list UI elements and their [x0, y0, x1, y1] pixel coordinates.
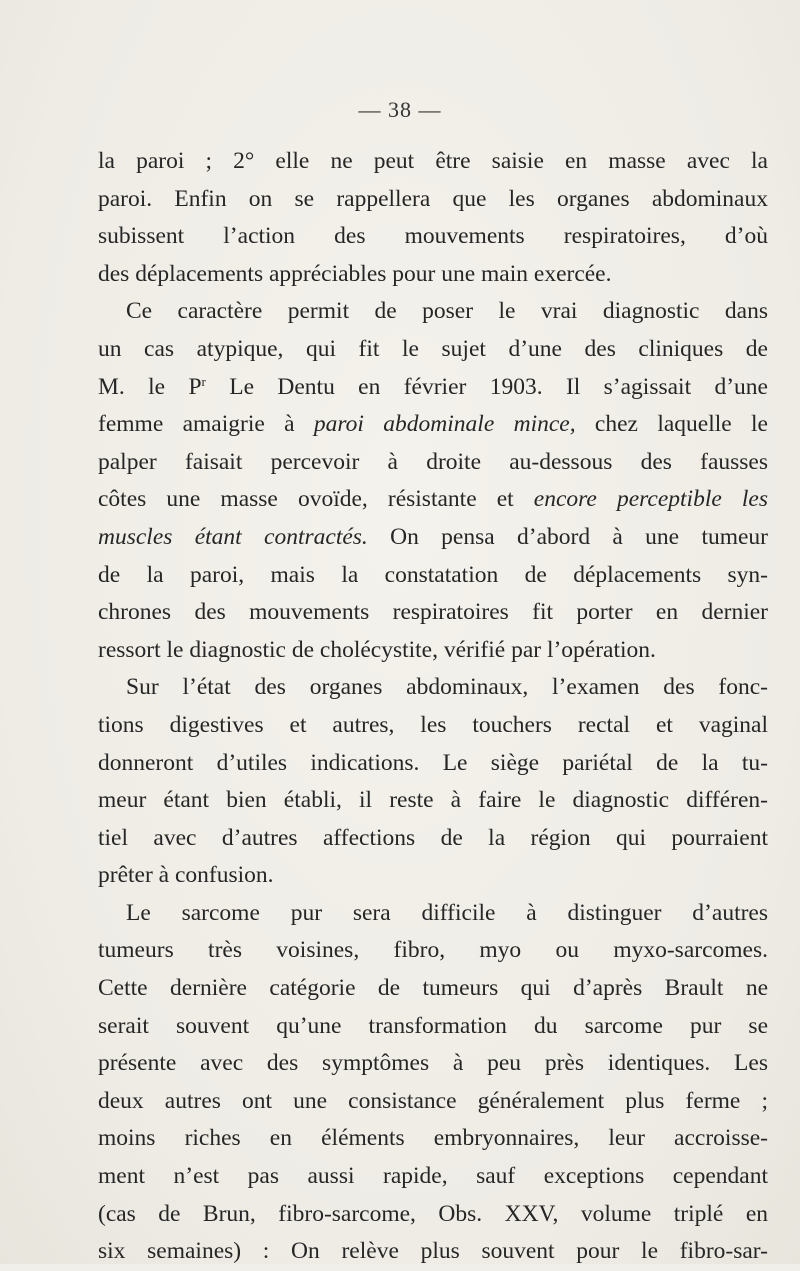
body-text	[98, 143, 768, 1271]
paragraph-start-line: Ce caractère permit de poser le vrai diagnostic dans	[126, 298, 768, 325]
text-run: chez laquelle le	[575, 411, 768, 438]
text-line: meur étant bien établi, il reste à faire le diagnostic différen-	[98, 787, 768, 814]
text-line: tions digestives et autres, les touchers rectal et vaginal	[98, 711, 768, 738]
text-line: la paroi ; 2° elle ne peut être saisie en masse avec la	[98, 148, 768, 174]
text-run: M. le P	[98, 373, 202, 400]
text-line: de la paroi, mais la constatation de déplacements syn-	[98, 561, 768, 588]
text-line: palper faisait percevoir à droite au-dessous des fausses	[98, 448, 768, 475]
italic-run: muscles étant contractés.	[98, 523, 368, 550]
text-line: tiel avec d’autres affections de la région qui pourraient	[98, 824, 768, 851]
text-line: serait souvent qu’une transformation du sarcome pur se	[98, 1012, 768, 1039]
superscript: r	[201, 373, 206, 389]
text-line: prêter à confusion.	[98, 862, 274, 889]
text-line	[98, 369, 768, 407]
italic-run: paroi abdominale mince,	[313, 411, 576, 438]
text-run: côtes une masse ovoïde, résistante et	[98, 486, 534, 513]
text-line: moins riches en éléments embryonnaires, leur accroisse-	[98, 1125, 768, 1152]
paragraph-start-line: Sur l’état des organes abdominaux, l’examen des fonc-	[126, 674, 768, 701]
text-line: ressort le diagnostic de cholécystite, vérifié par l’opération.	[98, 636, 656, 663]
italic-run: encore perceptible les	[533, 486, 768, 513]
text-line: ment n’est pas aussi rapide, sauf exceptions cependant	[98, 1163, 768, 1190]
text-line: six semaines) : On relève plus souvent pour le fibro-sar-	[98, 1238, 768, 1265]
text-run: On pensa d’abord à une tumeur	[367, 523, 769, 550]
text-line: donneront d’utiles indications. Le siège pariétal de la tu-	[98, 749, 768, 776]
text-line	[98, 519, 768, 557]
text-line: présente avec des symptômes à peu près identiques. Les	[98, 1050, 768, 1077]
text-line: tumeurs très voisines, fibro, myo ou myxo-sarcomes.	[98, 937, 768, 964]
text-line	[98, 481, 768, 519]
text-line: paroi. Enfin on se rappellera que les organes abdominaux	[98, 185, 768, 212]
paragraph-start-line: Le sarcome pur sera difficile à distinguer d’autres	[126, 899, 768, 926]
text-line: (cas de Brun, fibro-sarcome, Obs. XXV, volume triplé en	[98, 1200, 768, 1227]
text-line: Cette dernière catégorie de tumeurs qui d’après Brault ne	[98, 975, 768, 1002]
text-line: chrones des mouvements respiratoires fit porter en dernier	[98, 599, 768, 626]
text-line: des déplacements appréciables pour une main exercée.	[98, 260, 612, 287]
text-run: Le Dentu en février 1903. Il s’agissait d’une	[205, 373, 768, 400]
text-run: femme amaigrie à	[98, 411, 314, 438]
text-line: subissent l’action des mouvements respiratoires, d’où	[98, 223, 768, 250]
text-line: un cas atypique, qui fit le sujet d’une des cliniques de	[98, 335, 768, 362]
text-line: deux autres ont une consistance généralement plus ferme ;	[98, 1087, 768, 1114]
page-number: — 38 —	[358, 97, 442, 122]
text-line	[98, 406, 768, 444]
